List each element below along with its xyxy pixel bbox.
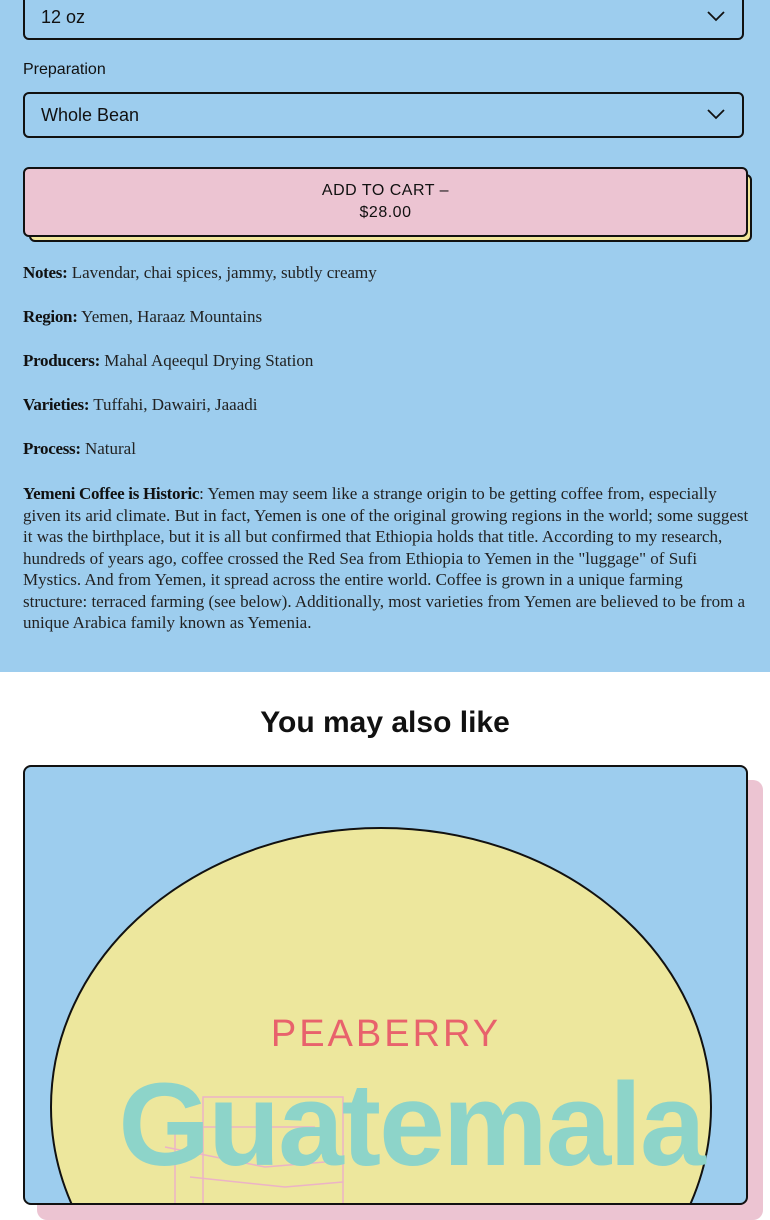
detail-process — [23, 438, 751, 460]
recommendations-heading: You may also like — [260, 706, 510, 739]
chevron-down-icon — [706, 9, 726, 23]
detail-region — [23, 306, 751, 328]
preparation-label: Preparation — [23, 61, 106, 78]
story-body: : Yemen may seem like a strange origin to be getting coffee from, especially given its arid climate. But in fact, Yemen is one of the original growing regions in the world; some suggest it was the birthplace, but it is all but confirmed that Ethiopia holds that title. According to my research, hundreds of years ago, coffee crossed the Red Sea from Ethiopia to Yemen in the "luggage" of Sufi Mystics. And from Yemen, it spread across the entire world. Coffee is grown in a unique farming structure: terraced farming (see below). Additionally, most varieties from Yemen are believed to be from a unique Arabica family known as Yemenia. — [23, 484, 749, 632]
card-product-name: Guatemala — [118, 1059, 704, 1191]
product-card-guatemala[interactable] — [23, 765, 748, 1205]
detail-value: Yemen, Haraaz Mountains — [77, 307, 263, 326]
detail-key: Producers: — [23, 351, 100, 370]
add-to-cart-label: ADD TO CART – — [321, 182, 450, 199]
detail-key: Process: — [23, 439, 81, 458]
size-select[interactable] — [23, 0, 744, 40]
detail-value: Natural — [80, 439, 136, 458]
size-select-value: 12 oz — [41, 6, 86, 27]
detail-value: Lavendar, chai spices, jammy, subtly creamy — [67, 263, 377, 282]
add-to-cart-price: $28.00 — [359, 204, 412, 221]
product-card-image — [25, 767, 748, 1205]
detail-value: Mahal Aqeequl Drying Station — [99, 351, 314, 370]
detail-key: Notes: — [23, 263, 68, 282]
story-title: Yemeni Coffee is Historic — [23, 484, 200, 503]
preparation-select[interactable] — [23, 92, 744, 138]
detail-varieties — [23, 394, 751, 416]
detail-key: Varieties: — [23, 395, 90, 414]
preparation-select-value: Whole Bean — [41, 104, 140, 125]
detail-key: Region: — [23, 307, 78, 326]
card-tag: PEABERRY — [270, 1013, 502, 1055]
detail-notes — [23, 262, 751, 284]
add-to-cart-button[interactable] — [23, 167, 748, 237]
detail-producers — [23, 350, 751, 372]
story-paragraph — [23, 483, 751, 634]
chevron-down-icon — [706, 107, 726, 121]
detail-value: Tuffahi, Dawairi, Jaaadi — [89, 395, 258, 414]
